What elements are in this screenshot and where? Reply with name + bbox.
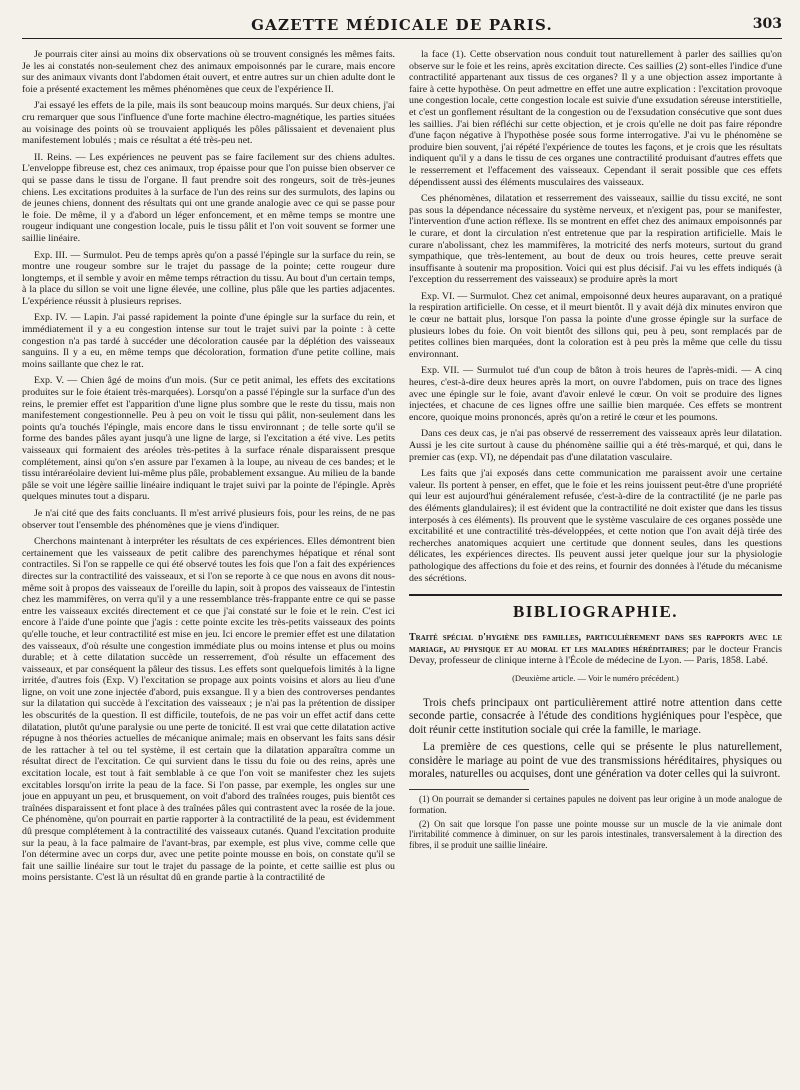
paragraph: Cherchons maintenant à interpréter les résultats de ces expériences. Elles démontrent bien certainement que les vaisseaux de petit calibre des parenchymes hépatique et rénal sont contractiles. Si l'on se rappelle ce qui été observé toutes les fois que l'on a fait des expériences directes sur la contractilité des vaisseaux, et si l'on se reporte à ce que nous en avons dit nous-même soit à propos des vaisseaux de l'oreille du lapin, soit à propos des vaisseaux de l'intestin chez les mammifères, on verra qu'il y a une ressemblance très-frappante entre ce qui se passe entre les vaisseaux excités directement et ce que j'ai constaté sur le foie et le rein. C'est ici encore à l'aide d'une pointe que j'agis : cette pointe excite les très-petits vaisseaux des points qu'elle touche, et leur contractilité est mise en jeu. Ici encore le premier effet est une dilatation des vaisseaux, d'où résulte une congestion immédiate plus ou moins intense et plus ou moins durable; et à cette dilatation succède un resserrement, d'où résulte un effacement des vaisseaux, et par conséquent la pâleur des tissus. Les effets sont quelquefois limités à la ligne irritée, d'autres fois (Exp. V) l'excitation se propage aux points voisins et alors au lieu d'une ligne, on voit une zone injectée d'abord, puis exsangue. Il y a bien des controverses pendantes sur la dilatation qui succède à l'excitation des vaisseaux ; je n'ai pas la prétention de dissiper les obscurités de la question. Il est difficile, toutefois, de ne pas voir un effet actif dans cette dilatation, plutôt qu'une paralysie ou une perte de tonicité. Il est vrai que cette dilatation active répugne à nos théories actuelles de mécanique animale; mais en observant les faits sans désir de les rattacher à tel ou tel système, il est certain que la dilatation apparaîtra comme un résultat direct de l'excitation. Ce qui survient dans le tissu du foie ou des reins, après une excitation locale, est tout à fait semblable à ce que l'on voit se manifester chez les sujets excitables lorsqu'on irrite la peau de la face. Si l'on passe, par exemple, les ongles sur une joue en appuyant un peu, et brusquement, on voit d'abord des traînées rouges, puis bientôt ces traînées disparaissent et font place à des traînées pâles qui contrastent avec la rosée de la joue. Ce phénomène, qu'on pourrait en partie rapporter à la contractilité de la peau, est évidemment dû presque complétement à la contractilité des vaisseaux cutanés. Quand l'excitation produite sur la peau, à la face palmaire de l'avant-bras, par exemple, est plus vive, comme celle que l'on détermine avec un corps dur, avec une petite pointe mousse en bois, on constate qu'il se fait une saillie linéaire sur tout le trajet du passage de la pointe, et cette saillie est plus ou moins persistante. C'est là un résultat dû en grande partie à la contractilité de (22, 536, 395, 884)
paragraph: Exp. VII. — Surmulot tué d'un coup de bâton à trois heures de l'après-midi. — A cinq heures, c'est-à-dire deux heures après la mort, on ouvre l'abdomen, puis on trace des lignes avec une épingle sur le foie, avant d'avoir enlevé le cœur. On voit se produire des lignes injectées, et chacune de ces lignes offre une saillie bien marquée. Ces effets se montrent encore, quoique moins prononcés, après qu'on a retiré le cœur et les poumons. (409, 365, 782, 423)
paragraph: Ces phénomènes, dilatation et resserrement des vaisseaux, saillie du tissu excité, ne sont pas sous la dépendance nécessaire du système nerveux, et n'exigent pas, pour se manifester, l'intervention d'une action réflexe. Ils se montrent en effet chez des animaux empoisonnés par le curare, et dont la circulation n'est entretenue que par la respiration artificielle. Mais le curare n'abolissant, chez les mammifères, la motricité des nerfs moteurs, surtout du grand sympathique, que très-lentement, au bout de deux ou trois heures, cette preuve serait insuffisante à soutenir ma proposition. Voici qui est plus décisif. J'ai vu les effets indiqués (à l'exception du resserrement des vaisseaux) se produire après la mort (409, 193, 782, 286)
page-header (22, 12, 782, 39)
paragraph: Je pourrais citer ainsi au moins dix observations où se trouvent consignés les mêmes faits. Je les ai constatés non-seulement chez des animaux empoisonnés par le curare, mais encore sur des animaux vivants dont l'abdomen était ouvert, et entre autres sur un chien adulte dont le foie a présenté exactement les mêmes phénomènes que ceux de l'expérience II. (22, 49, 395, 95)
paragraph: la face (1). Cette observation nous conduit tout naturellement à parler des saillies qu'on observe sur le foie et les reins, après excitation directe. Ces saillies (2) sont-elles l'indice d'une contractilité appartenant aux tissus de ces organes? Il y a une objection assez importante à faire à cette hypothèse. On peut admettre en effet une autre explication : l'excitation provoque une congestion locale, cette congestion locale est suivie d'une exsudation séreuse interstitielle, et c'est un gonflement résultant de la congestion ou de l'exsudation consécutive que sont dues les saillies. J'ai bien réfléchi sur cette objection, et je crois qu'elle ne doit pas faire répondre d'une façon négative à l'hypothèse posée sous forme interrogative. J'ai vu le phénomène se produire bien souvent, j'ai répété l'expérience de toutes les façons, et je crois que les résultats indiquent qu'il y a dans le tissu de ces organes une contractilité produisant d'autres effets que le resserrement et l'effacement des vaisseaux. Cependant il serait possible que ces effets dépendissent aussi des éléments musculaires des vaisseaux. (409, 49, 782, 188)
reference-details: ; par le docteur Francis Devay, professeur de clinique interne à l'École de médecine de Lyon. — Paris, 1858. Labé. (409, 643, 782, 667)
right-column (409, 49, 782, 889)
section-divider (409, 594, 782, 596)
journal-title: GAZETTE MÉDICALE DE PARIS. (251, 16, 553, 34)
paragraph: Exp. IV. — Lapin. J'ai passé rapidement la pointe d'une épingle sur la surface du rein, et immédiatement il y a eu congestion intense sur tout le trajet suivi par la pointe : à cette congestion n'a pas tardé à succéder une décoloration causée par la déplétion des vaisseaux sanguins. Il y a eu, en même temps que décoloration, formation d'une petite colline, mais moins saillante que chez le rat. (22, 312, 395, 370)
paragraph: Trois chefs principaux ont particulièrement attiré notre attention dans cette seconde partie, consacrée à l'étude des conditions hygiéniques pour l'espèce, que doit réunir cette institution sociale qui crée la famille, le mariage. (409, 696, 782, 736)
paragraph: II. Reins. — Les expériences ne peuvent pas se faire facilement sur des chiens adultes. L'enveloppe fibreuse est, chez ces animaux, trop épaisse pour que l'on puisse bien observer ce qui se passe dans le tissu de l'organe. Il faut prendre soit des rongeurs, soit de très-jeunes chiens. Les excitations produites à la surface de l'un des reins sur des surmulots, des lapins ou de jeunes chiens, donnent des résultats qui ont une grande analogie avec ce qui se passe pour le foie. De même, il y a d'abord un léger enfoncement, et en même temps se montre une rougeur indiquant une congestion locale, puis le tissu pâlit et l'on voit souvent se former une saillie linéaire. (22, 151, 395, 244)
paragraph: Dans ces deux cas, je n'ai pas observé de resserrement des vaisseaux après leur dilatation. Aussi je les cite surtout à cause du phénomène saillie qui a été très-marqué, et qui, dans le premier cas (exp. VI), ne dépendait pas d'une dilatation vasculaire. (409, 428, 782, 463)
paragraph: Exp. VI. — Surmulot. Chez cet animal, empoisonné deux heures auparavant, on a pratiqué la respiration artificielle. On cesse, et il meurt bientôt. Il y avait déjà dix minutes environ que le cœur ne battait plus, lorsque l'on passa la pointe d'une grosse épingle sur la surface de plusieurs lobes du foie. On voit bientôt des sillons qui, peu à peu, sont remplacés par de petites collines bien marquées, dont la coloration est à peu près la même que celle du tissu environnant. (409, 290, 782, 360)
left-column (22, 49, 395, 889)
footnote: (1) On pourrait se demander si certaines papules ne doivent pas leur origine à un mode analogue de formation. (409, 794, 782, 815)
paragraph: La première de ces questions, celle qui se présente le plus naturellement, considère le mariage au point de vue des transmissions héréditaires, physiques ou morales, naturelles ou acquises, dont une génération va doter celles qui la suivront. (409, 741, 782, 780)
paragraph: Exp. V. — Chien âgé de moins d'un mois. (Sur ce petit animal, les effets des excitations produites sur le foie étaient très-marquées). Lorsqu'on a passé l'épingle sur la surface d'un des reins, le premier effet est l'apparition d'une ligne plus sombre que le reste du tissu, mais non manifestement congestionnelle. Peu à peu on voit le tissu qui pâlit, non-seulement dans les points qu'a touchés l'épingle, mais encore dans le tissu environnant ; de telle sorte qu'il se forme des bandes pâles ayant jusqu'à une ligne de large, si l'excitation a été vive. Les petits vaisseaux qui formaient des aréoles très-petites à la surface rénale disparaissent presque complétement, ainsi qu'on s'en assure par l'examen à la loupe, au niveau de ces bandes; et le tissu intéraréolaire devient lui-même plus pâle, probablement exsangue. Au milieu de la bande pâle se voit une légère saillie linéaire indiquant le trajet suivi par la pointe de l'épingle. Après quelques minutes tout a disparu. (22, 375, 395, 503)
paragraph: Les faits que j'ai exposés dans cette communication me paraissent avoir une certaine valeur. Ils portent à penser, en effet, que le foie et les reins jouissent peut-être d'une propriété qui leur est aujourd'hui généralement refusée, c'est-à-dire de la contractilité (je ne parle pas des éléments glandulaires); il est évident que la contractilité ne doit exister que dans les tissus interposés à ces éléments). Ils prouvent que le système vasculaire de ces organes possède une excitabilité et une contractilité très-développées, et cette notion que l'on avait déjà tirée des recherches anatomiques acquiert une certitude que donnent seules, dans les questions délicates, les expériences directes. Ils peuvent aussi jeter quelque jour sur la physiologie pathologique des affections du foie et des reins, et fournir des données à l'étude du mécanisme des sécrétions. (409, 468, 782, 584)
article-note: (Deuxième article. — Voir le numéro précédent.) (512, 672, 679, 683)
footnote: (2) On sait que lorsque l'on passe une pointe mousse sur un muscle de la vie animale dont l'irritabilité commence à diminuer, on sur les parois intestinales, transversalement à la direction des fibres, il se produit une saillie linéaire. (409, 818, 782, 850)
bibliography-title: BIBLIOGRAPHIE. (512, 602, 679, 622)
paragraph: Exp. III. — Surmulot. Peu de temps après qu'on a passé l'épingle sur la surface du rein, se montre une rougeur sombre sur le trajet du passage de la pointe; cette rougeur dure longtemps, et il semble y avoir en même temps rétraction du tissu. Au bout d'un certain temps, à la place du sillon se voit une ligne élevée, une colline, plus pâle que les parties adjacentes. L'expérience réussit à plusieurs reprises. (22, 249, 395, 307)
bibliography-body (409, 697, 782, 781)
footnote-divider (409, 789, 529, 790)
bibliography-reference (409, 632, 782, 667)
page-number: 303 (752, 16, 782, 32)
reference-title: Traité spécial d'hygiène des familles, particulièrement dans ses rapports avec le mariage, au physique et au moral et les maladies héréditaires (409, 632, 782, 655)
paragraph: Je n'ai cité que des faits concluants. Il m'est arrivé plusieurs fois, pour les reins, de ne pas observer tout l'ensemble des phénomènes que je viens d'indiquer. (22, 507, 395, 531)
paragraph: J'ai essayé les effets de la pile, mais ils sont beaucoup moins marqués. Sur deux chiens, j'ai cru remarquer que sous l'influence d'une forte machine électro-magnétique, les parties situées au voisinage des points où se trouvaient appliqués les pôles pâlissaient et devenaient plus manifestement lobulés ; mais ce résultat a été très-peu net. (22, 100, 395, 147)
article-columns (22, 49, 782, 889)
